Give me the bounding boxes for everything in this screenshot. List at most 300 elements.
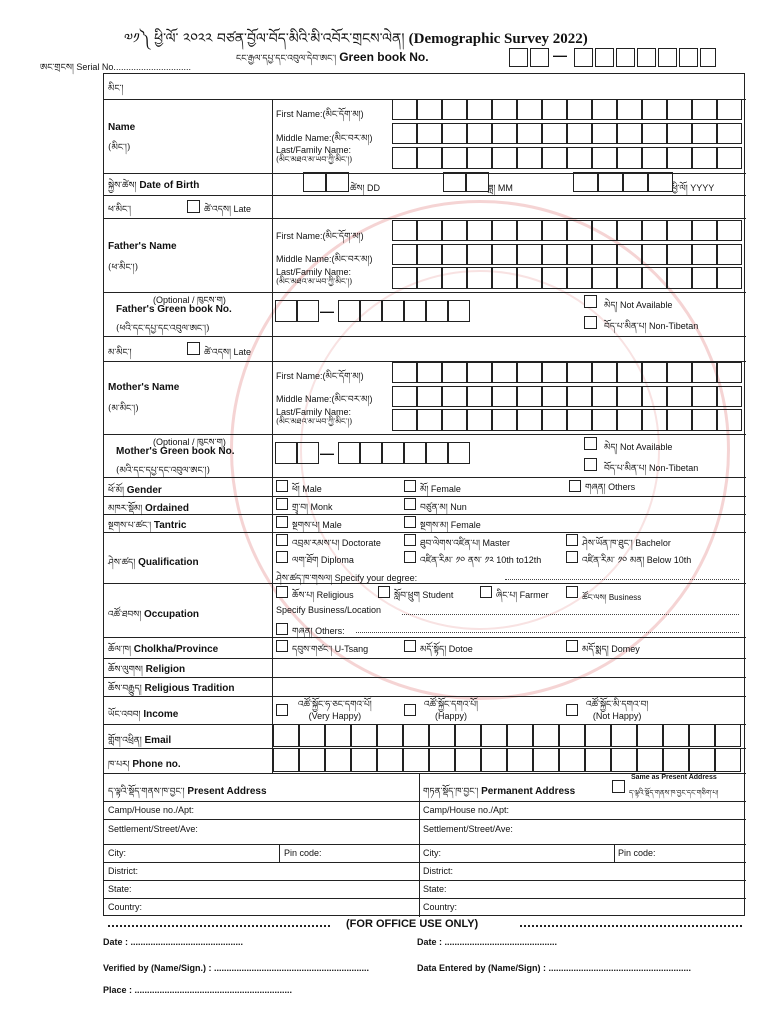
father-gb-cell[interactable]: [297, 300, 319, 322]
occ-others-checkbox[interactable]: [276, 623, 288, 635]
title-english: (Demographic Survey 2022): [408, 31, 588, 47]
father-non-tibetan-checkbox[interactable]: [584, 316, 597, 329]
middle-name-cell[interactable]: [417, 123, 442, 144]
email-cell[interactable]: [455, 724, 481, 747]
first-name-cell[interactable]: [392, 99, 417, 120]
father-middle-cell[interactable]: [617, 244, 642, 265]
permanent-city[interactable]: City:: [423, 848, 441, 858]
last-name-cell[interactable]: [467, 147, 492, 169]
gender-label: ཕོ་མོ། Gender: [108, 485, 162, 496]
middle-name-cell[interactable]: [642, 123, 667, 144]
tradition-label: ཆོས་བརྒྱུད། Religious Tradition: [108, 683, 235, 694]
gb-dash: —: [320, 445, 334, 461]
mother-last-cell[interactable]: [592, 409, 617, 431]
father-na-checkbox[interactable]: [584, 295, 597, 308]
father-middle-cell[interactable]: [692, 244, 717, 265]
income-happy-checkbox[interactable]: [404, 704, 416, 716]
last-name-cell[interactable]: [667, 147, 692, 169]
mother-gb-cell[interactable]: [426, 442, 448, 464]
father-gb-cell[interactable]: [338, 300, 360, 322]
income-label: ཡོང་འབབ། Income: [108, 709, 179, 720]
mother-middle-cell[interactable]: [442, 386, 467, 407]
father-last-cell[interactable]: [517, 267, 542, 289]
occ-others-line[interactable]: [356, 632, 739, 633]
middle-name-cell[interactable]: [492, 123, 517, 144]
same-as-present-checkbox[interactable]: [612, 780, 625, 793]
qual-below-10-checkbox[interactable]: [566, 551, 578, 563]
email-cell[interactable]: [273, 724, 299, 747]
email-cell[interactable]: [715, 724, 741, 747]
email-cell[interactable]: [689, 724, 715, 747]
gb-dash: —: [553, 47, 567, 63]
father-first-cell[interactable]: [642, 220, 667, 241]
father-middle-cell[interactable]: [492, 244, 517, 265]
father-last-cell[interactable]: [442, 267, 467, 289]
middle-name-cell[interactable]: [567, 123, 592, 144]
email-cell[interactable]: [585, 724, 611, 747]
gb-digit-box[interactable]: [616, 48, 635, 67]
father-middle-cell[interactable]: [467, 244, 492, 265]
father-last-cell[interactable]: [392, 267, 417, 289]
mother-first-cell[interactable]: [442, 362, 467, 383]
last-name-cell[interactable]: [567, 147, 592, 169]
mother-last-cell[interactable]: [717, 409, 742, 431]
mother-last-cell[interactable]: [392, 409, 417, 431]
qual-master-checkbox[interactable]: [404, 534, 416, 546]
father-last-cell[interactable]: [492, 267, 517, 289]
dob-dd-cell[interactable]: [303, 172, 326, 192]
qualification-label: ཤེས་ཚད། Qualification: [108, 557, 199, 568]
phone-cell[interactable]: [403, 748, 429, 772]
father-first-cell[interactable]: [592, 220, 617, 241]
father-middle-cell[interactable]: [417, 244, 442, 265]
father-last-cell[interactable]: [717, 267, 742, 289]
father-last-cell[interactable]: [567, 267, 592, 289]
last-name-cell[interactable]: [417, 147, 442, 169]
present-settlement[interactable]: Settlement/Street/Ave:: [108, 824, 198, 834]
mother-first-cell[interactable]: [717, 362, 742, 383]
mother-gb-cell[interactable]: [448, 442, 470, 464]
mother-middle-cell[interactable]: [467, 386, 492, 407]
mother-middle-cell[interactable]: [492, 386, 517, 407]
first-name-label: First Name:(མིང་དོག་མ།): [276, 109, 364, 119]
occ-specify-label: Specify Business/Location: [276, 605, 382, 615]
last-name-cell[interactable]: [542, 147, 567, 169]
office-verified: Verified by (Name/Sign.) : ..............................................................: [103, 963, 370, 973]
first-name-cell[interactable]: [417, 99, 442, 120]
mother-late-checkbox[interactable]: [187, 342, 200, 355]
phone-cell[interactable]: [455, 748, 481, 772]
mother-first-cell[interactable]: [467, 362, 492, 383]
phone-cell[interactable]: [325, 748, 351, 772]
father-first-label: First Name:(མིང་དོག་མ།): [276, 231, 364, 241]
father-gb-cell[interactable]: [360, 300, 382, 322]
email-cell[interactable]: [663, 724, 689, 747]
email-label: གློག་འཕྲིན། Email: [108, 735, 172, 746]
dob-dd-cell[interactable]: [326, 172, 349, 192]
father-middle-cell[interactable]: [592, 244, 617, 265]
phone-cell[interactable]: [481, 748, 507, 772]
first-name-cell[interactable]: [467, 99, 492, 120]
gender-others-checkbox[interactable]: [569, 480, 581, 492]
dob-mm-label: ཟླ། MM: [488, 183, 513, 194]
father-late-checkbox[interactable]: [187, 200, 200, 213]
mother-last-cell[interactable]: [517, 409, 542, 431]
permanent-country[interactable]: Country:: [423, 902, 458, 912]
father-middle-cell[interactable]: [567, 244, 592, 265]
email-cell[interactable]: [533, 724, 559, 747]
father-gb-cell[interactable]: [275, 300, 297, 322]
dob-yyyy-cell[interactable]: [623, 172, 648, 192]
mother-tib-row: མ་མིང་།: [108, 348, 132, 358]
gb-digit-box[interactable]: [700, 48, 716, 67]
mother-last-cell[interactable]: [642, 409, 667, 431]
mother-middle-cell[interactable]: [617, 386, 642, 407]
ordained-nun-label: བཙུན་མ། Nun: [420, 502, 467, 513]
phone-cell[interactable]: [377, 748, 403, 772]
phone-cell[interactable]: [663, 748, 689, 772]
father-late-label: ཚེ་འདས། Late: [204, 204, 252, 215]
first-name-cell[interactable]: [492, 99, 517, 120]
middle-name-cell[interactable]: [467, 123, 492, 144]
present-district[interactable]: District:: [108, 866, 138, 876]
office-place: Place : ...............................................................: [103, 985, 293, 995]
office-entered: Data Entered by (Name/Sign) : .........................................................: [417, 963, 692, 973]
middle-name-cell[interactable]: [392, 123, 417, 144]
mother-first-cell[interactable]: [667, 362, 692, 383]
first-name-cell[interactable]: [642, 99, 667, 120]
father-middle-cell[interactable]: [442, 244, 467, 265]
title-tibetan: ༧༡༽ ཕྱི་ལོ་ ༢༠༢༢ བཙན་བྱོལ་བོད་མིའི་མི་འབོར་གྲངས་ལེན།: [124, 31, 405, 47]
mother-middle-cell[interactable]: [392, 386, 417, 407]
permanent-district[interactable]: District:: [423, 866, 453, 876]
occ-specify-line[interactable]: [402, 614, 739, 615]
office-use-title: (FOR OFFICE USE ONLY): [346, 918, 479, 930]
gb-digit-box[interactable]: [530, 48, 549, 67]
permanent-camp[interactable]: Camp/House no./Apt:: [423, 805, 510, 815]
qual-master-label: ཐུབ་ལེགས་འཛིན་པ། Master: [420, 538, 511, 549]
last-name-cell[interactable]: [592, 147, 617, 169]
email-cell[interactable]: [325, 724, 351, 747]
gb-dash: —: [320, 303, 334, 319]
phone-cell[interactable]: [585, 748, 611, 772]
last-name-cell[interactable]: [617, 147, 642, 169]
mother-first-label: First Name:(མིང་དོག་མ།): [276, 371, 364, 381]
mother-last-cell[interactable]: [542, 409, 567, 431]
present-country[interactable]: Country:: [108, 902, 143, 912]
middle-name-cell[interactable]: [442, 123, 467, 144]
present-city[interactable]: City:: [108, 848, 126, 858]
father-middle-cell[interactable]: [392, 244, 417, 265]
mother-gb-cell[interactable]: [297, 442, 319, 464]
middle-name-cell[interactable]: [692, 123, 717, 144]
last-name-cell[interactable]: [492, 147, 517, 169]
mother-middle-cell[interactable]: [592, 386, 617, 407]
occ-farmer-checkbox[interactable]: [480, 586, 492, 598]
mother-gb-optional: (Optional / ཁུངས་ག): [153, 437, 226, 447]
first-name-cell[interactable]: [717, 99, 742, 120]
mother-gb-cell[interactable]: [360, 442, 382, 464]
gender-others-label: གཞན། Others: [585, 482, 636, 493]
qual-bachelor-label: ཤེས་ཡོན་ཁ་ཐུང་། Bachelor: [582, 538, 671, 549]
last-name-cell[interactable]: [642, 147, 667, 169]
gender-female-checkbox[interactable]: [404, 480, 416, 492]
middle-name-cell[interactable]: [592, 123, 617, 144]
father-first-cell[interactable]: [417, 220, 442, 241]
father-gb-tib: (ཕའི་དང་དཔྱ་དང་འབུལ་ཨང་།): [116, 324, 210, 334]
same-as-present-tib: ད་ལྟའི་སྡོད་གནས་ཁ་བྱང་དང་གཅིག་པ།: [629, 789, 719, 797]
income-not-happy-label: འཚོ་སྐྱོང་མི་དགའ་བ། (Not Happy): [586, 700, 649, 721]
father-last-cell[interactable]: [467, 267, 492, 289]
first-name-cell[interactable]: [617, 99, 642, 120]
mother-first-cell[interactable]: [642, 362, 667, 383]
ordained-monk-checkbox[interactable]: [276, 498, 288, 510]
father-middle-cell[interactable]: [542, 244, 567, 265]
qual-10-12-checkbox[interactable]: [404, 551, 416, 563]
middle-name-cell[interactable]: [517, 123, 542, 144]
last-name-cell[interactable]: [692, 147, 717, 169]
mother-last-cell[interactable]: [442, 409, 467, 431]
serial-number: ཨང་གྲངས། Serial No...............................: [40, 62, 191, 73]
prov-dotoe-label: མདོ་སྟོད། Dotoe: [420, 644, 473, 655]
phone-cell[interactable]: [689, 748, 715, 772]
mother-gb-label: Mother's Green book No.: [116, 446, 235, 457]
gb-digit-box[interactable]: [637, 48, 656, 67]
father-first-cell[interactable]: [717, 220, 742, 241]
office-rule-right: [520, 925, 742, 927]
mother-middle-cell[interactable]: [692, 386, 717, 407]
phone-cell[interactable]: [637, 748, 663, 772]
prov-dotoe-checkbox[interactable]: [404, 640, 416, 652]
dob-yy-label: ཕྱི་ལོ། YYYY: [672, 183, 715, 194]
father-last-cell[interactable]: [592, 267, 617, 289]
mother-first-cell[interactable]: [517, 362, 542, 383]
last-name-cell[interactable]: [442, 147, 467, 169]
occ-others-label: གཞན། Others:: [292, 626, 345, 637]
mother-last-cell[interactable]: [567, 409, 592, 431]
first-name-cell[interactable]: [517, 99, 542, 120]
email-cell[interactable]: [351, 724, 377, 747]
name-tib-row: མིང་།: [108, 84, 124, 94]
mother-middle-cell[interactable]: [517, 386, 542, 407]
email-cell[interactable]: [403, 724, 429, 747]
father-first-cell[interactable]: [392, 220, 417, 241]
middle-name-cell[interactable]: [617, 123, 642, 144]
mother-middle-cell[interactable]: [717, 386, 742, 407]
email-cell[interactable]: [559, 724, 585, 747]
first-name-cell[interactable]: [567, 99, 592, 120]
email-cell[interactable]: [637, 724, 663, 747]
mother-last-cell[interactable]: [492, 409, 517, 431]
first-name-cell[interactable]: [542, 99, 567, 120]
email-cell[interactable]: [481, 724, 507, 747]
mother-name-label: Mother's Name: [108, 382, 180, 393]
phone-cell[interactable]: [533, 748, 559, 772]
mother-gb-cell[interactable]: [404, 442, 426, 464]
phone-cell[interactable]: [611, 748, 637, 772]
first-name-cell[interactable]: [442, 99, 467, 120]
mother-last-cell[interactable]: [617, 409, 642, 431]
father-gb-cell[interactable]: [448, 300, 470, 322]
father-middle-cell[interactable]: [667, 244, 692, 265]
gender-male-checkbox[interactable]: [276, 480, 288, 492]
income-happy-label: འཚོ་སྐྱོང་དགའ་པོ། (Happy): [424, 700, 479, 721]
prov-utsang-checkbox[interactable]: [276, 640, 288, 652]
mother-middle-cell[interactable]: [542, 386, 567, 407]
father-last-cell[interactable]: [642, 267, 667, 289]
mother-first-cell[interactable]: [392, 362, 417, 383]
father-tib-row: ཕ་མིང་།: [108, 205, 132, 215]
father-last-cell[interactable]: [667, 267, 692, 289]
phone-cell[interactable]: [351, 748, 377, 772]
present-address-label: ད་ལྟའི་སྡོད་གནས་ཁ་བྱང་། Present Address: [108, 786, 267, 797]
father-name-tib: (ཕ་མིང་།): [108, 263, 139, 273]
phone-cell[interactable]: [429, 748, 455, 772]
present-pin[interactable]: Pin code:: [284, 848, 322, 858]
father-gb-cell[interactable]: [382, 300, 404, 322]
dob-yyyy-cell[interactable]: [573, 172, 598, 192]
present-camp[interactable]: Camp/House no./Apt:: [108, 805, 195, 815]
dob-label: སྐྱེས་ཚེས། Date of Birth: [108, 180, 200, 191]
first-name-cell[interactable]: [667, 99, 692, 120]
mother-name-tib: (མ་མིང་།): [108, 404, 139, 414]
mother-last-cell[interactable]: [667, 409, 692, 431]
mother-gb-cell[interactable]: [338, 442, 360, 464]
qual-bachelor-checkbox[interactable]: [566, 534, 578, 546]
mother-first-cell[interactable]: [417, 362, 442, 383]
gender-male-label: ཕོ། Male: [292, 484, 322, 495]
mother-first-cell[interactable]: [492, 362, 517, 383]
ordained-nun-checkbox[interactable]: [404, 498, 416, 510]
mother-gb-cell[interactable]: [382, 442, 404, 464]
gb-digit-box[interactable]: [658, 48, 677, 67]
gb-digit-box[interactable]: [509, 48, 528, 67]
mother-na-checkbox[interactable]: [584, 437, 597, 450]
mother-last-cell[interactable]: [692, 409, 717, 431]
office-rule-left: [108, 925, 330, 927]
father-first-cell[interactable]: [667, 220, 692, 241]
middle-name-cell[interactable]: [667, 123, 692, 144]
phone-cell[interactable]: [559, 748, 585, 772]
tantric-label: སྔགས་པ་ཚང་། Tantric: [108, 520, 187, 531]
phone-cell[interactable]: [715, 748, 741, 772]
qual-specify-line[interactable]: [505, 579, 739, 580]
mother-non-tibetan-checkbox[interactable]: [584, 458, 597, 471]
father-gb-cell[interactable]: [404, 300, 426, 322]
tantric-male-checkbox[interactable]: [276, 516, 288, 528]
last-name-cell[interactable]: [717, 147, 742, 169]
dob-mm-cell[interactable]: [443, 172, 466, 192]
email-cell[interactable]: [299, 724, 325, 747]
last-name-cell[interactable]: [517, 147, 542, 169]
mother-first-cell[interactable]: [542, 362, 567, 383]
father-na-label: མེད། Not Available: [604, 300, 673, 311]
income-very-happy-checkbox[interactable]: [276, 704, 288, 716]
mother-last-cell[interactable]: [417, 409, 442, 431]
father-first-cell[interactable]: [542, 220, 567, 241]
permanent-address-label: གཏན་སྡོད་ཁ་བྱང་། Permanent Address: [423, 786, 576, 797]
prov-domey-label: མདོ་སྨད། Domey: [582, 644, 640, 655]
phone-cell[interactable]: [507, 748, 533, 772]
father-first-cell[interactable]: [567, 220, 592, 241]
dob-mm-cell[interactable]: [466, 172, 489, 192]
present-state[interactable]: State:: [108, 884, 132, 894]
father-middle-cell[interactable]: [717, 244, 742, 265]
mother-first-cell[interactable]: [592, 362, 617, 383]
dob-yyyy-cell[interactable]: [598, 172, 623, 192]
permanent-pin[interactable]: Pin code:: [618, 848, 656, 858]
father-name-label: Father's Name: [108, 241, 177, 252]
first-name-cell[interactable]: [692, 99, 717, 120]
father-first-cell[interactable]: [692, 220, 717, 241]
father-first-cell[interactable]: [517, 220, 542, 241]
father-last-cell[interactable]: [417, 267, 442, 289]
occ-religious-label: ཆོས་པ། Religious: [292, 590, 354, 601]
phone-cell[interactable]: [273, 748, 299, 772]
qual-doctorate-checkbox[interactable]: [276, 534, 288, 546]
occ-religious-checkbox[interactable]: [276, 586, 288, 598]
dob-yyyy-cell[interactable]: [648, 172, 673, 192]
email-cell[interactable]: [429, 724, 455, 747]
occ-business-checkbox[interactable]: [566, 586, 578, 598]
last-name-label: Last/Family Name: (མིང་མཐའ་མ་ཡབ་ཀྱི་མིང་།): [276, 145, 353, 164]
father-first-cell[interactable]: [617, 220, 642, 241]
same-as-present-label: Same as Present Address: [631, 774, 717, 781]
father-first-cell[interactable]: [442, 220, 467, 241]
prov-domey-checkbox[interactable]: [566, 640, 578, 652]
mother-middle-cell[interactable]: [642, 386, 667, 407]
email-cell[interactable]: [377, 724, 403, 747]
middle-name-cell[interactable]: [717, 123, 742, 144]
qual-below-10-label: འཛིན་རིམ་ ༡༠ མན། Below 10th: [582, 555, 692, 566]
phone-cell[interactable]: [299, 748, 325, 772]
email-cell[interactable]: [507, 724, 533, 747]
qual-diploma-checkbox[interactable]: [276, 551, 288, 563]
qual-diploma-label: ལག་ཐོག Diploma: [292, 555, 354, 566]
dob-dd-label: ཚེས། DD: [350, 183, 380, 194]
occ-farmer-label: ཞིང་པ། Farmer: [496, 590, 549, 601]
mother-last-cell[interactable]: [467, 409, 492, 431]
email-cell[interactable]: [611, 724, 637, 747]
father-middle-cell[interactable]: [517, 244, 542, 265]
father-first-cell[interactable]: [467, 220, 492, 241]
middle-name-cell[interactable]: [542, 123, 567, 144]
permanent-settlement[interactable]: Settlement/Street/Ave:: [423, 824, 513, 834]
mother-middle-cell[interactable]: [567, 386, 592, 407]
mother-first-cell[interactable]: [692, 362, 717, 383]
father-middle-cell[interactable]: [642, 244, 667, 265]
last-name-cell[interactable]: [392, 147, 417, 169]
mother-first-cell[interactable]: [617, 362, 642, 383]
tantric-female-checkbox[interactable]: [404, 516, 416, 528]
occ-student-checkbox[interactable]: [378, 586, 390, 598]
father-gb-cell[interactable]: [426, 300, 448, 322]
father-first-cell[interactable]: [492, 220, 517, 241]
mother-gb-cell[interactable]: [275, 442, 297, 464]
gb-digit-box[interactable]: [679, 48, 698, 67]
father-last-cell[interactable]: [617, 267, 642, 289]
mother-middle-cell[interactable]: [667, 386, 692, 407]
first-name-cell[interactable]: [592, 99, 617, 120]
father-last-cell[interactable]: [542, 267, 567, 289]
income-not-happy-checkbox[interactable]: [566, 704, 578, 716]
mother-first-cell[interactable]: [567, 362, 592, 383]
gb-digit-box[interactable]: [595, 48, 614, 67]
father-last-cell[interactable]: [692, 267, 717, 289]
gb-digit-box[interactable]: [574, 48, 593, 67]
permanent-state[interactable]: State:: [423, 884, 447, 894]
mother-middle-cell[interactable]: [417, 386, 442, 407]
